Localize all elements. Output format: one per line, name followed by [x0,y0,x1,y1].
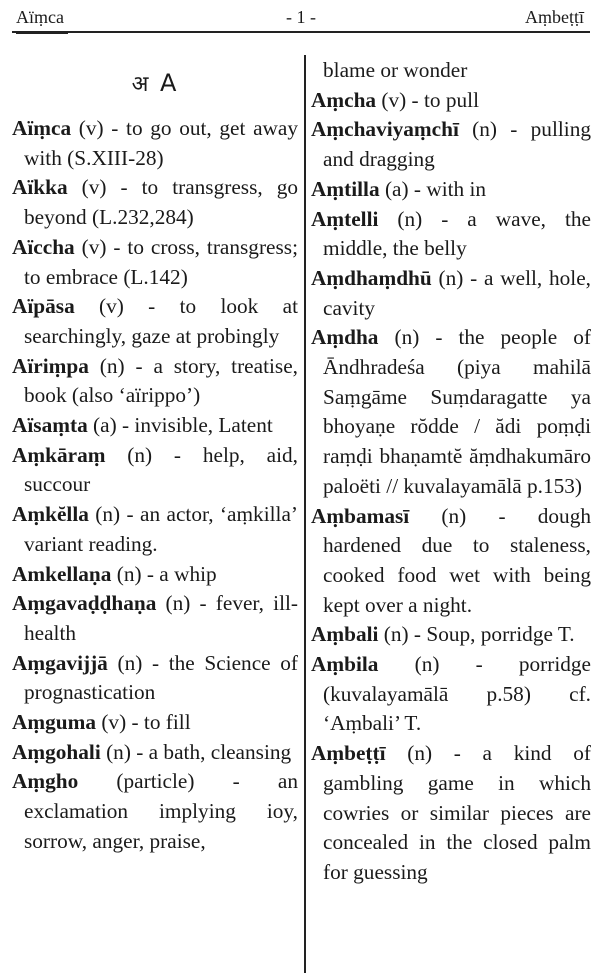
definition: (n) - the people of Āndhradeśa (piya mahilā Saṃgāme Suṃdaragatte ya bhoyaṇe rŏdde / ădi poṃḍi raṃḍi bhaṇamtĕ ăṃdhakumāro paloëti // kuvalayamālā p.153) [323,325,591,498]
definition: (n) - help, aid, succour [24,442,298,497]
definition: (n) - a story, treatise, book (also ‘aïrippo’) [24,353,298,408]
definition: (n) - pulling and dragging [323,117,591,172]
header-rule-underline [16,33,68,34]
headword: Aïkka [12,175,68,200]
section-letter-devanagari: अ [131,72,151,97]
definition: (a) - with in [379,176,487,201]
definition: (n) - dough hardened due to staleness, cooked food wet with being kept over a night. [323,503,591,617]
headword: Aṃguma [12,710,97,735]
dictionary-entry [12,500,298,559]
section-heading [12,56,298,114]
headword: Aṃchaviyaṃchī [311,117,459,142]
headword: Aṃbamasī [311,503,410,528]
right-column [311,56,591,888]
dictionary-entry [12,352,298,411]
headword: Aṃtilla [311,176,380,201]
dictionary-entry [12,292,298,351]
left-guide-word: Aïṃca [16,7,64,27]
page-number: - 1 - [286,7,316,27]
definition: (particle) - an exclamation implying ioy, sorrow, anger, praise, [24,769,298,853]
definition: (n) - a wave, the middle, the belly [323,206,591,261]
headword: Aṃgavijjā [12,650,108,675]
dictionary-entry [311,175,591,205]
section-letter-latin: A [160,69,179,97]
right-guide-word: Aṃbeṭṭī [525,7,584,27]
definition: (n) - the Science of prognastication [24,650,298,705]
dictionary-entry [12,708,298,738]
header-rule [12,31,590,33]
headword: Aṃcha [311,87,377,112]
definition: (n) - porridge (kuvalayamālā p.58) cf. ‘Aṃbali’ T. [323,652,591,736]
headword: Aṃkāraṃ [12,442,106,467]
definition: (v) - to fill [96,710,191,735]
dictionary-entry [12,649,298,708]
dictionary-entry [311,650,591,739]
headword: Aṃgohali [12,739,101,764]
definition: (n) - a well, hole, cavity [323,265,591,320]
headword: Amkellaṇa [12,561,112,586]
headword: Aïpāsa [12,294,75,319]
headword: Aṃdhaṃdhū [311,265,432,290]
definition: (n) - fever, ill-health [24,591,298,645]
definition: (n) - a bath, cleansing [100,739,292,764]
headword: Aṃbila [311,652,379,677]
dictionary-entry [311,86,591,116]
definition: (v) - to transgress, go beyond (L.232,284) [24,175,298,230]
definition: (a) - invisible, Latent [87,413,273,438]
dictionary-entry [12,233,298,292]
dictionary-entry [12,767,298,856]
definition: (v) - to cross, transgress; to embrace (L.142) [24,234,298,289]
headword: Aṃgho [12,769,79,794]
dictionary-entry [311,264,591,323]
definition: (n) - a whip [111,561,217,586]
definition: (v) - to pull [376,87,479,112]
dictionary-entry [12,738,298,768]
dictionary-entry [12,441,298,500]
left-column [12,56,298,857]
dictionary-entry [12,173,298,232]
page-header [12,0,590,32]
column-divider [304,55,306,973]
dictionary-entry [12,560,298,590]
headword: Aṃkĕlla [12,502,89,527]
headword: Aïṃca [12,116,72,140]
headword: Aïriṃpa [12,353,89,378]
headword: Aïsaṃta [12,413,88,438]
headword: Aṃgavaḍḍhaṇa [12,591,157,616]
headword: Aṃbali [311,622,379,647]
headword: Aṃdha [311,325,379,350]
definition: (v) - to go out, get away with (S.XIII-28) [24,116,298,170]
continued-definition: blame or wonder [323,58,468,82]
dictionary-entry [311,502,591,621]
dictionary-entry [311,205,591,264]
definition: (n) - a kind of gambling game in which cowries or similar pieces are concealed in the closed palm for guessing [323,741,591,884]
dictionary-entry [311,739,591,888]
definition: (n) - Soup, porridge T. [378,622,575,647]
dictionary-entry [12,114,298,173]
dictionary-entry [311,115,591,174]
definition: (v) - to look at searchingly, gaze at probingly [24,294,298,348]
dictionary-entry [311,323,591,501]
headword: Aïccha [12,234,75,259]
dictionary-entry [311,620,591,650]
headword: Aṃtelli [311,206,379,231]
dictionary-entry [12,589,298,648]
definition: (n) - an actor, ‘aṃkilla’ variant reading. [24,502,298,556]
dictionary-entry [12,411,298,441]
headword: Aṃbeṭṭī [311,741,386,766]
